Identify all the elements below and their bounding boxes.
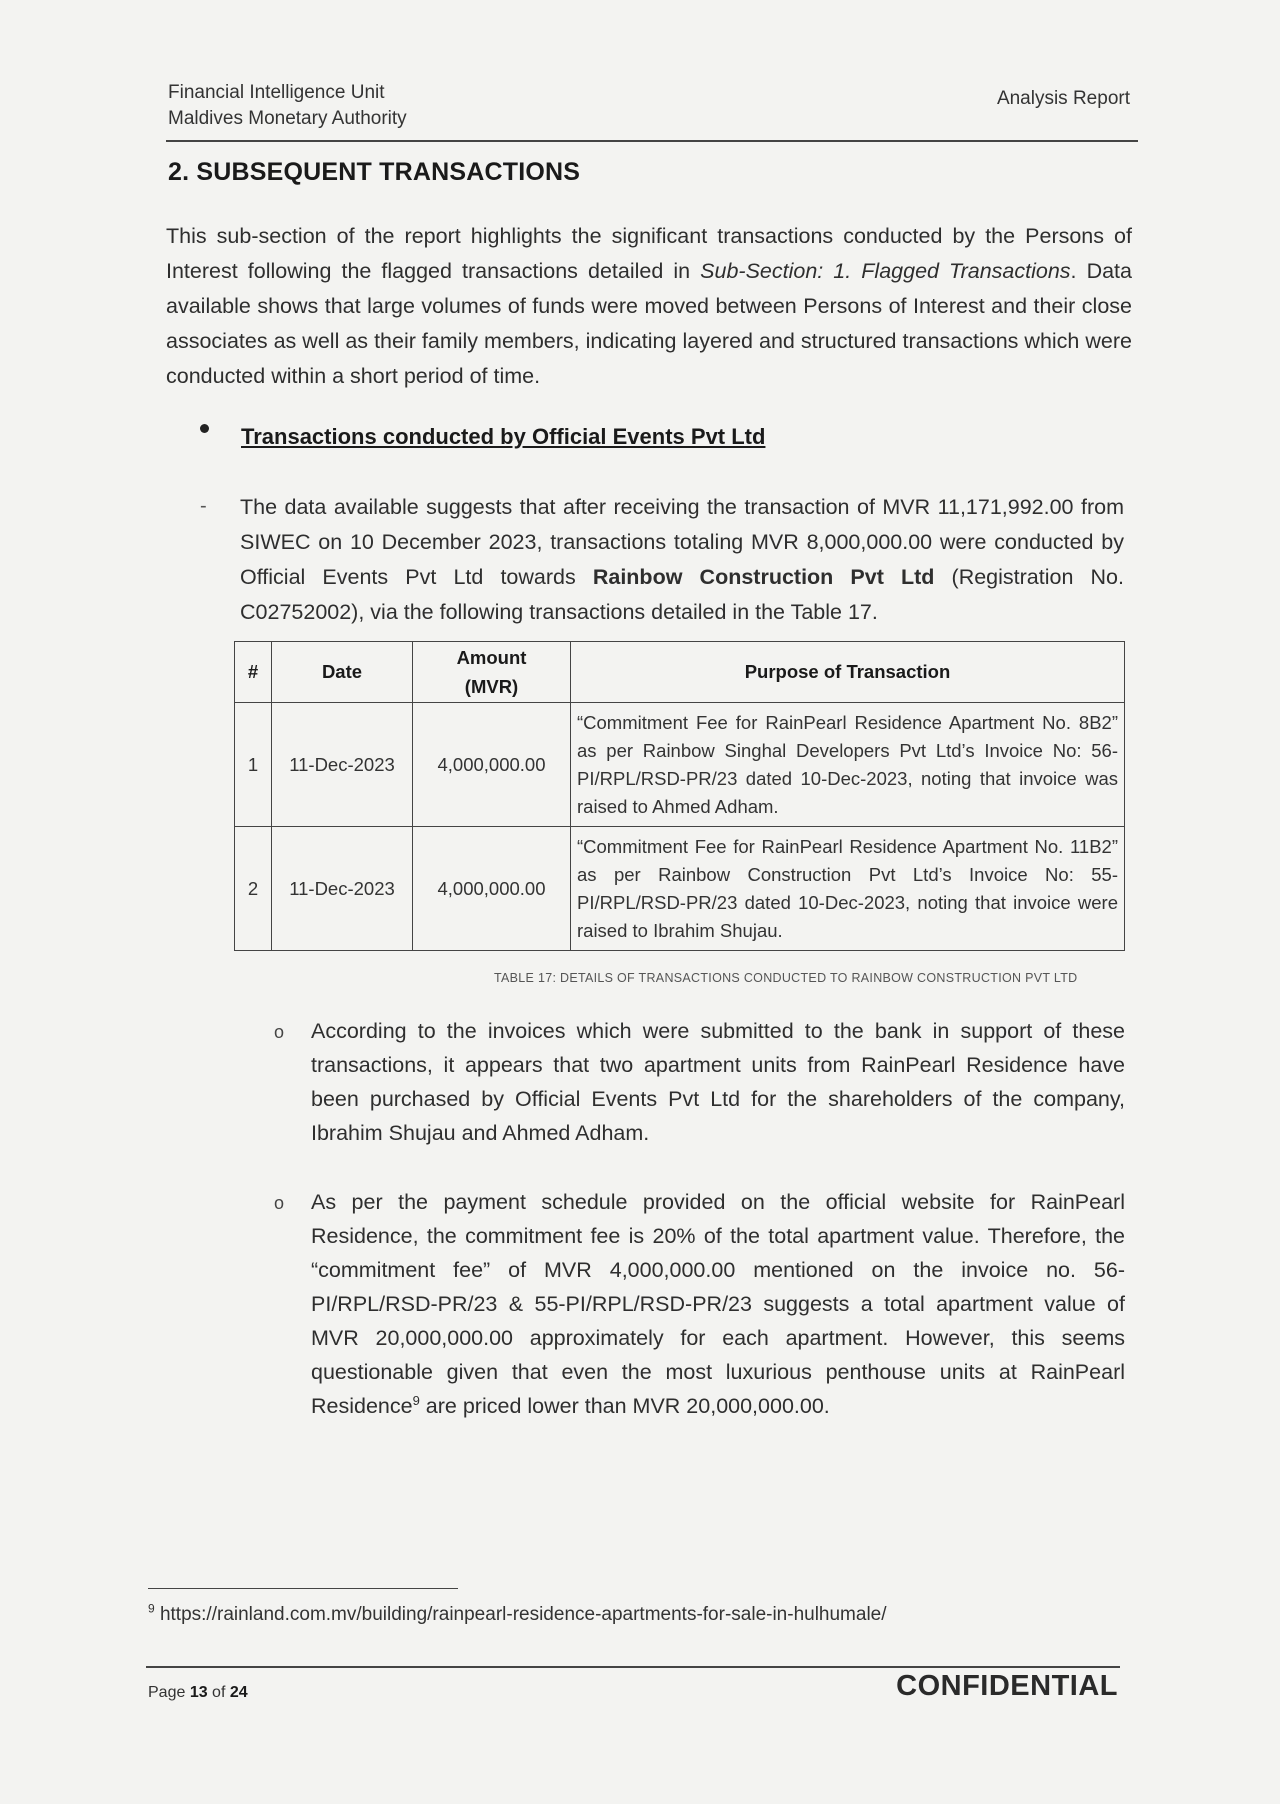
bullet-title: Transactions conducted by Official Events Pvt Ltd <box>241 424 766 449</box>
sub-bullet-marker: o <box>274 1022 285 1042</box>
header-org-line2: Maldives Monetary Authority <box>168 108 407 129</box>
header-amount <box>413 642 571 703</box>
header-num: # <box>235 642 272 703</box>
footnote-divider <box>148 1588 458 1589</box>
sub-bullet-paragraph <box>311 1185 1125 1423</box>
page-prefix: Page <box>148 1684 190 1701</box>
classification-label: CONFIDENTIAL <box>896 1670 1118 1702</box>
header-purpose: Purpose of Transaction <box>571 642 1125 703</box>
page-of: of <box>207 1684 230 1701</box>
footnote-url: https://rainland.com.mv/building/rainpearl-residence-apartments-for-sale-in-hulhumale/ <box>154 1604 887 1625</box>
header-organization <box>168 80 407 132</box>
bullet-company-name: Rainbow Construction Pvt Ltd <box>592 565 935 589</box>
bullet-paragraph <box>240 490 1124 630</box>
sub-bullet-text-1: As per the payment schedule provided on the official website for RainPearl Residence, the commitment fee is 20% of the total apartment value. Therefore, the “commitment fee” of MVR 4,000,000.00 mentioned on the invoice no. 56-PI/RPL/RSD-PR/23 & 55-PI/RPL/RSD-PR/23 suggests a total apartment value of MVR 20,000,000.00 approximately for each apartment. However, this seems questionable given that even the most luxurious penthouse units at RainPearl Residence <box>311 1190 1125 1418</box>
row-amount: 4,000,000.00 <box>413 827 571 951</box>
page-total: 24 <box>229 1684 248 1701</box>
bullet-text-2: (Registration No. C02752002), via the following transactions detailed in the Table 17. <box>240 565 1124 624</box>
intro-reference: Sub-Section: 1. Flagged Transactions <box>700 259 1071 283</box>
row-date: 11-Dec-2023 <box>272 703 413 827</box>
footer-divider <box>146 1666 1120 1668</box>
intro-text-2: . Data available shows that large volumes of funds were moved between Persons of Interest and their close associates as well as their family members, indicating layered and structured transactions which were conducted within a short period of time. <box>166 259 1132 388</box>
row-amount: 4,000,000.00 <box>413 703 571 827</box>
header-divider <box>166 140 1138 142</box>
footnote-number: 9 <box>148 1601 155 1616</box>
sub-bullet-marker: o <box>274 1193 285 1213</box>
header-amount-line2: (MVR) <box>464 676 519 697</box>
intro-text-1: This sub-section of the report highlights the significant transactions conducted by the Persons of Interest following the flagged transactions detailed in <box>166 224 1132 283</box>
transactions-table <box>234 641 1125 951</box>
sub-bullet-paragraph: According to the invoices which were submitted to the bank in support of these transactions, it appears that two apartment units from RainPearl Residence have been purchased by Official Events Pvt Ltd for the shareholders of the company, Ibrahim Shujau and Ahmed Adham. <box>311 1019 1125 1145</box>
row-num: 1 <box>235 703 272 827</box>
sub-bullet-text-2: are priced lower than MVR 20,000,000.00. <box>419 1394 830 1418</box>
page-number <box>148 1684 248 1702</box>
header-amount-line1: Amount <box>456 647 527 668</box>
bullet-text-1: The data available suggests that after receiving the transaction of MVR 11,171,992.00 from SIWEC on 10 December 2023, transactions totaling MVR 8,000,000.00 were conducted by Official Events Pvt Ltd towards <box>240 495 1124 589</box>
footnote-reference: 9 <box>412 1392 420 1408</box>
footnote <box>148 1601 887 1626</box>
row-num: 2 <box>235 827 272 951</box>
row-date: 11-Dec-2023 <box>272 827 413 951</box>
table-caption: TABLE 17: DETAILS OF TRANSACTIONS CONDUCTED TO RAINBOW CONSTRUCTION PVT LTD <box>494 971 1078 985</box>
row-purpose: “Commitment Fee for RainPearl Residence Apartment No. 8B2” as per Rainbow Singhal Developers Pvt Ltd’s Invoice No: 56-PI/RPL/RSD-PR/23 dated 10-Dec-2023, noting that invoice was raised to Ahmed Adham. <box>571 703 1125 827</box>
page-current: 13 <box>189 1684 208 1701</box>
table-row <box>235 703 1125 827</box>
table-row <box>235 827 1125 951</box>
bullet-icon <box>200 424 209 433</box>
section-intro <box>166 219 1132 394</box>
header-date: Date <box>272 642 413 703</box>
table-header-row <box>235 642 1125 703</box>
header-report-type: Analysis Report <box>996 88 1130 109</box>
row-purpose: “Commitment Fee for RainPearl Residence Apartment No. 11B2” as per Rainbow Construction Pvt Ltd’s Invoice No: 55-PI/RPL/RSD-PR/23 dated 10-Dec-2023, noting that invoice were raised to Ibrahim Shujau. <box>571 827 1125 951</box>
section-title: 2. SUBSEQUENT TRANSACTIONS <box>168 158 581 186</box>
header-org-line1: Financial Intelligence Unit <box>168 82 385 103</box>
dash-marker: - <box>200 495 207 517</box>
